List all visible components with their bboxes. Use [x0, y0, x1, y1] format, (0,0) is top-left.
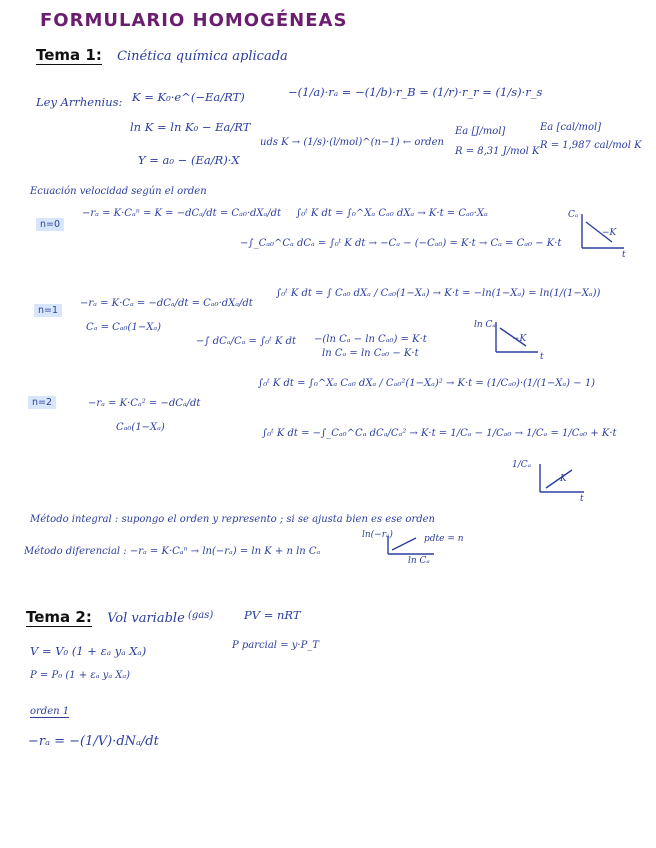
units-equation: uds K → (1/s)·(l/mol)^(n−1) ← orden — [260, 137, 444, 148]
pressure-equation: P = P₀ (1 + εₐ yₐ Xₐ) — [30, 670, 131, 681]
ea-units-2: Ea [cal/mol] — [540, 122, 602, 133]
ln-equation: ln K = ln K₀ − Ea/RT — [130, 120, 251, 134]
tema2-heading: Tema 2: — [26, 608, 92, 626]
order1-label — [30, 706, 69, 717]
n1-log-result: ln Cₐ = ln Cₐ₀ − K·t — [322, 348, 419, 359]
ideal-gas-law: PV = nRT — [244, 608, 301, 622]
n1-graph-x-label: t — [540, 352, 544, 362]
n0-graph-x-label: t — [622, 250, 626, 260]
order1-label-text: orden 1 — [30, 706, 70, 717]
differential-method: Método diferencial : −rₐ = K·Cₐⁿ → ln(−rₐ) = ln K + n ln Cₐ — [24, 546, 321, 557]
n0-integration-c: −∫_Cₐ₀^Cₐ dCₐ = ∫₀ᵗ K dt → −Cₐ − (−Cₐ₀) = K·t → Cₐ = Cₐ₀ − K·t — [240, 238, 562, 249]
n0-integration-x: ∫₀ᵗ K dt = ∫₀^Xₐ Cₐ₀ dXₐ → K·t = Cₐ₀·Xₐ — [296, 208, 488, 219]
diff-graph-slope: pdte = n — [424, 534, 464, 544]
order-label-n0: n=0 — [36, 218, 64, 231]
diff-graph-x-label: ln Cₐ — [408, 556, 430, 566]
volume-equation: V = V₀ (1 + εₐ yₐ Xₐ) — [30, 644, 147, 658]
n2-graph-slope: K — [560, 474, 567, 484]
arrhenius-label: Ley Arrhenius: — [36, 95, 123, 109]
tema1-heading-row — [36, 46, 288, 64]
tema2-gas-note: (gas) — [188, 610, 214, 621]
variable-volume-rate: −rₐ = −(1/V)·dNₐ/dt — [28, 734, 159, 749]
integral-method: Método integral : supongo el orden y represento ; si se ajusta bien es ese orden — [30, 514, 435, 525]
n1-graph-y-label: ln Cₐ — [474, 320, 496, 330]
r-constant-1: R = 8,31 J/mol K — [455, 146, 540, 157]
n0-graph-slope: −K — [602, 228, 617, 238]
tema1-subtitle: Cinética química aplicada — [117, 49, 288, 64]
n2-conversion: Cₐ₀(1−Xₐ) — [116, 422, 165, 433]
n1-integration-x: ∫₀ᵗ K dt = ∫ Cₐ₀ dXₐ / Cₐ₀(1−Xₐ) → K·t = −ln(1−Xₐ) = ln(1/(1−Xₐ)) — [276, 288, 601, 299]
diff-graph-line — [392, 538, 416, 550]
n2-graph-line — [546, 470, 572, 488]
order-section-label: Ecuación velocidad según el orden — [30, 186, 207, 197]
tema2-subtitle: Vol variable — [107, 611, 185, 626]
ea-units-1: Ea [J/mol] — [455, 126, 506, 137]
n1-graph-slope: −K — [512, 334, 527, 344]
n2-graph-x-label: t — [580, 494, 584, 504]
diff-graph-y-label: ln(−rₐ) — [362, 530, 393, 540]
page-title: FORMULARIO HOMOGÉNEAS — [40, 10, 348, 31]
partial-pressure: P parcial = y·P_T — [232, 640, 319, 651]
n0-rate-equation: −rₐ = K·Cₐⁿ = K = −dCₐ/dt = Cₐ₀·dXₐ/dt — [82, 208, 282, 219]
tema2-heading-row — [26, 608, 185, 626]
arrhenius-equation: K = K₀·e^(−Ea/RT) — [132, 90, 245, 104]
order-label-n1: n=1 — [34, 304, 62, 317]
r-constant-2: R = 1,987 cal/mol K — [540, 140, 642, 151]
n1-conversion: Cₐ = Cₐ₀(1−Xₐ) — [86, 322, 161, 333]
n2-integration-x: ∫₀ᵗ K dt = ∫₀^Xₐ Cₐ₀ dXₐ / Cₐ₀²(1−Xₐ)² → K·t = (1/Cₐ₀)·(1/(1−Xₐ) − 1) — [258, 378, 596, 389]
n2-rate-equation: −rₐ = K·Cₐ² = −dCₐ/dt — [88, 398, 201, 409]
order-label-n2: n=2 — [28, 396, 56, 409]
n0-graph-y-label: Cₐ — [568, 210, 579, 220]
n1-rate-equation: −rₐ = K·Cₐ = −dCₐ/dt = Cₐ₀·dXₐ/dt — [80, 298, 253, 309]
rates-equation: −(1/a)·rₐ = −(1/b)·r_B = (1/r)·r_r = (1/s)·r_s — [288, 85, 543, 99]
n2-integration-c: ∫₀ᵗ K dt = −∫_Cₐ₀^Cₐ dCₐ/Cₐ² → K·t = 1/Cₐ − 1/Cₐ₀ → 1/Cₐ = 1/Cₐ₀ + K·t — [262, 428, 617, 439]
linear-equation: Y = a₀ − (Ea/R)·X — [138, 153, 240, 167]
tema1-heading: Tema 1: — [36, 46, 102, 64]
n1-log-diff: −(ln Cₐ − ln Cₐ₀) = K·t — [314, 334, 427, 345]
n1-integration-c: −∫ dCₐ/Cₐ = ∫₀ᵗ K dt — [196, 336, 297, 347]
n2-graph-y-label: 1/Cₐ — [512, 460, 532, 470]
